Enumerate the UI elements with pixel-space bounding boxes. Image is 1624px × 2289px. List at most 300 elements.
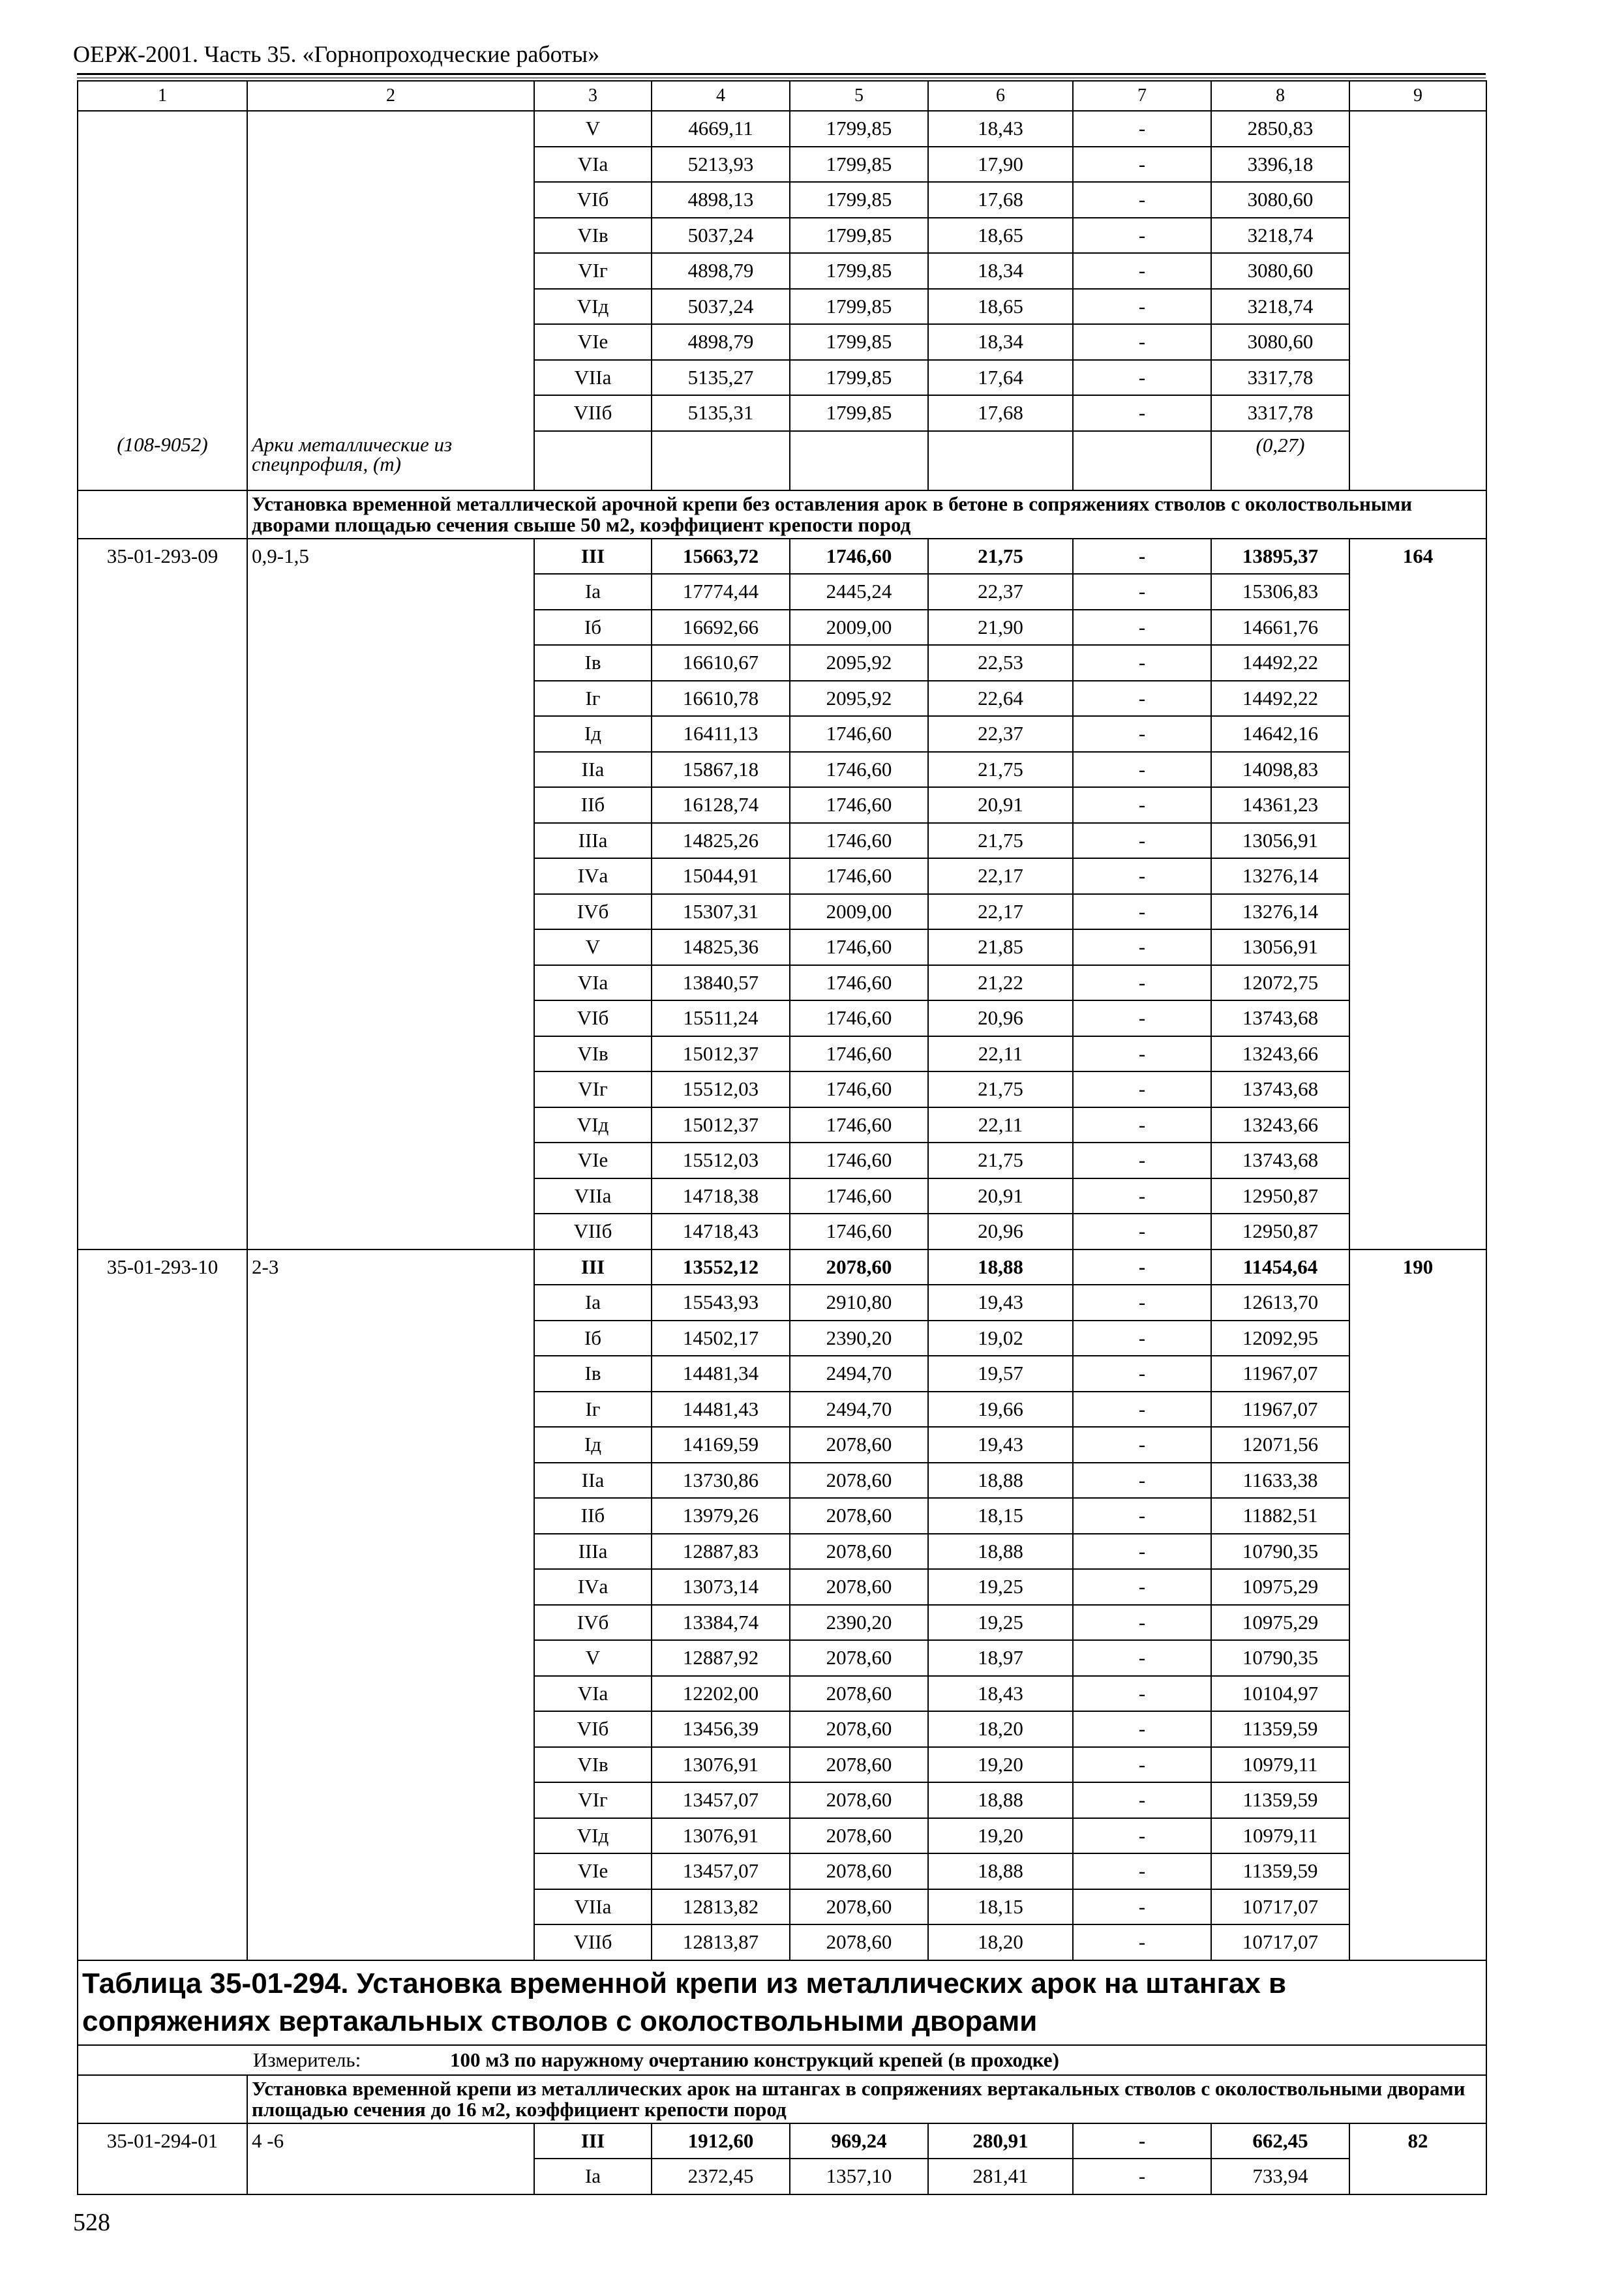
hardness-range: 2-3 <box>247 1249 534 1285</box>
materials-cell: 13743,68 <box>1211 1000 1349 1036</box>
column-number: 5 <box>790 81 928 111</box>
incl-driver-wages-cell: - <box>1073 752 1211 788</box>
code-cell <box>78 147 247 183</box>
code-cell <box>78 1178 247 1214</box>
range-cell <box>247 289 534 325</box>
materials-cell: 3080,60 <box>1211 253 1349 289</box>
materials-cell: 10104,97 <box>1211 1676 1349 1712</box>
machine-cost-cell: 20,96 <box>928 1000 1073 1036</box>
wages-cell: 1799,85 <box>790 147 928 183</box>
machine-cost-cell: 18,88 <box>928 1782 1073 1818</box>
col9-value: 164 <box>1349 539 1486 575</box>
col9-cell <box>1349 1605 1486 1641</box>
empty-cell <box>652 431 790 490</box>
total-cost-cell: 15543,93 <box>652 1285 790 1321</box>
code-cell <box>78 681 247 717</box>
col9-cell <box>1349 858 1486 894</box>
col9-cell <box>1349 1534 1486 1570</box>
materials-cell: 13743,68 <box>1211 1143 1349 1178</box>
materials-cell: 15306,83 <box>1211 574 1349 610</box>
col9-cell <box>1349 894 1486 930</box>
machine-cost-cell: 19,43 <box>928 1427 1073 1463</box>
col9-value: 82 <box>1349 2123 1486 2159</box>
machine-cost-cell: 20,91 <box>928 787 1073 823</box>
wages-cell: 1746,60 <box>790 752 928 788</box>
code-cell <box>78 1000 247 1036</box>
table-row <box>78 1498 1486 1534</box>
code-cell <box>78 253 247 289</box>
total-cost-cell: 16610,67 <box>652 645 790 681</box>
section-description-row <box>78 2075 1486 2123</box>
table-row <box>78 858 1486 894</box>
rock-category-cell: IVб <box>534 894 652 930</box>
machine-cost-cell: 18,88 <box>928 1463 1073 1499</box>
materials-cell: 11454,64 <box>1211 1249 1349 1285</box>
hardness-range: 0,9-1,5 <box>247 539 534 575</box>
table-row <box>78 1711 1486 1747</box>
page-header: ОЕРЖ-2001. Часть 35. «Горнопроходческие работы» <box>73 41 600 67</box>
total-cost-cell: 13979,26 <box>652 1498 790 1534</box>
range-cell <box>247 1889 534 1925</box>
code-cell <box>78 218 247 254</box>
rock-category-cell: IIIа <box>534 823 652 859</box>
incl-driver-wages-cell: - <box>1073 111 1211 147</box>
rock-category-cell: Iб <box>534 610 652 646</box>
incl-driver-wages-cell: - <box>1073 1640 1211 1676</box>
machine-cost-cell: 21,85 <box>928 929 1073 965</box>
wages-cell: 2390,20 <box>790 1321 928 1356</box>
rock-category-cell: V <box>534 929 652 965</box>
total-cost-cell: 12813,82 <box>652 1889 790 1925</box>
rock-category-cell: VIIб <box>534 1214 652 1249</box>
wages-cell: 2078,60 <box>790 1427 928 1463</box>
total-cost-cell: 17774,44 <box>652 574 790 610</box>
wages-cell: 1746,60 <box>790 823 928 859</box>
range-cell <box>247 147 534 183</box>
range-cell <box>247 681 534 717</box>
total-cost-cell: 13384,74 <box>652 1605 790 1641</box>
rock-category-cell: VIIа <box>534 360 652 396</box>
machine-cost-cell: 17,68 <box>928 395 1073 431</box>
col9-cell <box>1349 1321 1486 1356</box>
range-cell <box>247 1463 534 1499</box>
incl-driver-wages-cell: - <box>1073 1534 1211 1570</box>
range-cell <box>247 1071 534 1107</box>
range-cell <box>247 324 534 360</box>
code-cell <box>78 1818 247 1854</box>
col9-cell <box>1349 1214 1486 1249</box>
table-row <box>78 182 1486 218</box>
total-cost-cell: 16692,66 <box>652 610 790 646</box>
material-row <box>78 431 1486 490</box>
materials-cell: 12950,87 <box>1211 1214 1349 1249</box>
total-cost-cell: 5213,93 <box>652 147 790 183</box>
code-cell <box>78 645 247 681</box>
table-row <box>78 645 1486 681</box>
range-cell <box>247 1605 534 1641</box>
code-cell <box>78 1747 247 1783</box>
empty-cell <box>928 431 1073 490</box>
machine-cost-cell: 19,02 <box>928 1321 1073 1356</box>
section-description-row <box>78 490 1486 539</box>
col9-cell <box>1349 289 1486 325</box>
materials-cell: 11359,59 <box>1211 1782 1349 1818</box>
machine-cost-cell: 19,43 <box>928 1285 1073 1321</box>
item-code: 35-01-293-09 <box>78 539 247 575</box>
range-cell <box>247 253 534 289</box>
col9-cell <box>1349 1071 1486 1107</box>
wages-cell: 2078,60 <box>790 1711 928 1747</box>
machine-cost-cell: 21,90 <box>928 610 1073 646</box>
total-cost-cell: 16610,78 <box>652 681 790 717</box>
total-cost-cell: 5135,27 <box>652 360 790 396</box>
wages-cell: 2078,60 <box>790 1676 928 1712</box>
materials-cell: 14642,16 <box>1211 716 1349 752</box>
table-row <box>78 1640 1486 1676</box>
code-cell <box>78 1107 247 1143</box>
table-row <box>78 610 1486 646</box>
rock-category-cell: VIIб <box>534 395 652 431</box>
range-cell <box>247 965 534 1001</box>
rock-category-cell: IIа <box>534 752 652 788</box>
total-cost-cell: 14481,43 <box>652 1392 790 1428</box>
empty-cell <box>1073 431 1211 490</box>
machine-cost-cell: 18,65 <box>928 218 1073 254</box>
machine-cost-cell: 18,97 <box>928 1640 1073 1676</box>
materials-cell: 10979,11 <box>1211 1818 1349 1854</box>
materials-cell: 10790,35 <box>1211 1534 1349 1570</box>
code-cell <box>78 574 247 610</box>
col9-cell <box>1349 1000 1486 1036</box>
materials-cell: 3317,78 <box>1211 395 1349 431</box>
code-cell <box>78 1640 247 1676</box>
code-cell <box>78 289 247 325</box>
col9-cell <box>1349 1924 1486 1960</box>
col9-cell <box>1349 1285 1486 1321</box>
wages-cell: 2009,00 <box>790 610 928 646</box>
range-cell <box>247 1356 534 1392</box>
wages-cell: 1799,85 <box>790 253 928 289</box>
materials-cell: 14492,22 <box>1211 645 1349 681</box>
code-cell <box>78 1711 247 1747</box>
col9-cell <box>1349 1782 1486 1818</box>
rock-category-cell: VIв <box>534 1036 652 1072</box>
machine-cost-cell: 19,25 <box>928 1569 1073 1605</box>
code-cell <box>78 1214 247 1249</box>
column-number: 4 <box>652 81 790 111</box>
materials-cell: 10717,07 <box>1211 1924 1349 1960</box>
table-row <box>78 1249 1486 1285</box>
empty-cell <box>78 490 247 539</box>
total-cost-cell: 13076,91 <box>652 1747 790 1783</box>
incl-driver-wages-cell: - <box>1073 1143 1211 1178</box>
total-cost-cell: 15663,72 <box>652 539 790 575</box>
rock-category-cell: III <box>534 1249 652 1285</box>
table-row <box>78 1036 1486 1072</box>
code-cell <box>78 1392 247 1428</box>
col9-cell <box>1349 645 1486 681</box>
wages-cell: 2078,60 <box>790 1569 928 1605</box>
col9-cell <box>1349 965 1486 1001</box>
incl-driver-wages-cell: - <box>1073 787 1211 823</box>
code-cell <box>78 1321 247 1356</box>
rock-category-cell: V <box>534 1640 652 1676</box>
materials-cell: 14361,23 <box>1211 787 1349 823</box>
wages-cell: 1746,60 <box>790 1000 928 1036</box>
code-cell <box>78 111 247 147</box>
col9-cell <box>1349 1498 1486 1534</box>
materials-cell: 13056,91 <box>1211 823 1349 859</box>
rock-category-cell: VIIб <box>534 1924 652 1960</box>
range-cell <box>247 1143 534 1178</box>
code-cell <box>78 182 247 218</box>
incl-driver-wages-cell: - <box>1073 1000 1211 1036</box>
col9-cell <box>1349 1676 1486 1712</box>
range-cell <box>247 1498 534 1534</box>
rock-category-cell: VIд <box>534 1107 652 1143</box>
wages-cell: 1746,60 <box>790 1178 928 1214</box>
machine-cost-cell: 21,75 <box>928 539 1073 575</box>
materials-cell: 12072,75 <box>1211 965 1349 1001</box>
col9-cell <box>1349 431 1486 490</box>
machine-cost-cell: 18,34 <box>928 253 1073 289</box>
wages-cell: 1746,60 <box>790 1071 928 1107</box>
wages-cell: 1799,85 <box>790 360 928 396</box>
incl-driver-wages-cell: - <box>1073 1782 1211 1818</box>
incl-driver-wages-cell: - <box>1073 1924 1211 1960</box>
col9-value: 190 <box>1349 1249 1486 1285</box>
range-cell <box>247 1569 534 1605</box>
wages-cell: 1746,60 <box>790 858 928 894</box>
machine-cost-cell: 18,88 <box>928 1249 1073 1285</box>
measure-value: 100 м3 по наружному очертанию конструкций крепей (в проходке) <box>450 2048 1059 2071</box>
wages-cell: 1746,60 <box>790 716 928 752</box>
table-row <box>78 894 1486 930</box>
col9-cell <box>1349 1463 1486 1499</box>
table-title: Таблица 35-01-294. Установка временной крепи из металлических арок на штангах в сопряжениях вертакальных стволов с околоствольными дворами <box>78 1960 1486 2045</box>
materials-cell: 11359,59 <box>1211 1711 1349 1747</box>
total-cost-cell: 14169,59 <box>652 1427 790 1463</box>
range-cell <box>247 823 534 859</box>
code-cell <box>78 1534 247 1570</box>
materials-cell: 10790,35 <box>1211 1640 1349 1676</box>
col9-cell <box>1349 823 1486 859</box>
materials-cell: 3080,60 <box>1211 182 1349 218</box>
table-row <box>78 1427 1486 1463</box>
materials-cell: 13243,66 <box>1211 1036 1349 1072</box>
table-row <box>78 929 1486 965</box>
incl-driver-wages-cell: - <box>1073 645 1211 681</box>
rock-category-cell: Iб <box>534 1321 652 1356</box>
wages-cell: 2078,60 <box>790 1853 928 1889</box>
table-title-row <box>78 1960 1486 2045</box>
rock-category-cell: IVб <box>534 1605 652 1641</box>
range-cell <box>247 218 534 254</box>
wages-cell: 2078,60 <box>790 1463 928 1499</box>
total-cost-cell: 13457,07 <box>652 1782 790 1818</box>
col9-cell <box>1349 787 1486 823</box>
total-cost-cell: 14825,26 <box>652 823 790 859</box>
rock-category-cell: III <box>534 539 652 575</box>
rock-category-cell: IIIа <box>534 1534 652 1570</box>
table-row <box>78 253 1486 289</box>
code-cell <box>78 1569 247 1605</box>
range-cell <box>247 1747 534 1783</box>
table-row <box>78 787 1486 823</box>
code-cell <box>78 858 247 894</box>
materials-cell: 10975,29 <box>1211 1605 1349 1641</box>
incl-driver-wages-cell: - <box>1073 218 1211 254</box>
machine-cost-cell: 22,53 <box>928 645 1073 681</box>
wages-cell: 1746,60 <box>790 1036 928 1072</box>
col9-cell <box>1349 1818 1486 1854</box>
code-cell <box>78 1853 247 1889</box>
col9-cell <box>1349 1036 1486 1072</box>
incl-driver-wages-cell: - <box>1073 1321 1211 1356</box>
wages-cell: 1799,85 <box>790 289 928 325</box>
materials-cell: 11967,07 <box>1211 1392 1349 1428</box>
table-row <box>78 1463 1486 1499</box>
col9-cell <box>1349 929 1486 965</box>
column-number: 8 <box>1211 81 1349 111</box>
rock-category-cell: VIе <box>534 1143 652 1178</box>
rock-category-cell: VIа <box>534 965 652 1001</box>
rock-category-cell: VIа <box>534 1676 652 1712</box>
rock-category-cell: Iг <box>534 681 652 717</box>
materials-cell: 13743,68 <box>1211 1071 1349 1107</box>
incl-driver-wages-cell: - <box>1073 1071 1211 1107</box>
total-cost-cell: 13552,12 <box>652 1249 790 1285</box>
code-cell <box>78 965 247 1001</box>
rock-category-cell: IVа <box>534 858 652 894</box>
total-cost-cell: 13073,14 <box>652 1569 790 1605</box>
machine-cost-cell: 19,20 <box>928 1747 1073 1783</box>
rock-category-cell: VIд <box>534 1818 652 1854</box>
table-row <box>78 289 1486 325</box>
incl-driver-wages-cell: - <box>1073 1249 1211 1285</box>
incl-driver-wages-cell: - <box>1073 1569 1211 1605</box>
table-row <box>78 1889 1486 1925</box>
table-row <box>78 752 1486 788</box>
table-row <box>78 716 1486 752</box>
col9-cell <box>1349 574 1486 610</box>
range-cell <box>247 1818 534 1854</box>
range-cell <box>247 1036 534 1072</box>
empty-cell <box>534 431 652 490</box>
machine-cost-cell: 18,15 <box>928 1889 1073 1925</box>
column-number: 9 <box>1349 81 1486 111</box>
materials-cell: 733,94 <box>1211 2159 1349 2194</box>
material-code: (108-9052) <box>78 431 247 490</box>
rock-category-cell: Iа <box>534 2159 652 2194</box>
rock-category-cell: VIа <box>534 147 652 183</box>
wages-cell: 2095,92 <box>790 681 928 717</box>
wages-cell: 1799,85 <box>790 111 928 147</box>
materials-cell: 11633,38 <box>1211 1463 1349 1499</box>
machine-cost-cell: 21,75 <box>928 1071 1073 1107</box>
range-cell <box>247 1853 534 1889</box>
total-cost-cell: 12887,83 <box>652 1534 790 1570</box>
rock-category-cell: Iа <box>534 1285 652 1321</box>
code-cell <box>78 1676 247 1712</box>
machine-cost-cell: 21,75 <box>928 752 1073 788</box>
table-row <box>78 1392 1486 1428</box>
rock-category-cell: VIб <box>534 1711 652 1747</box>
rock-category-cell: IVа <box>534 1569 652 1605</box>
wages-cell: 2494,70 <box>790 1356 928 1392</box>
col9-cell <box>1349 752 1486 788</box>
total-cost-cell: 15044,91 <box>652 858 790 894</box>
machine-cost-cell: 19,66 <box>928 1392 1073 1428</box>
total-cost-cell: 15512,03 <box>652 1071 790 1107</box>
table-row <box>78 823 1486 859</box>
section-description: Установка временной металлической арочной крепи без оставления арок в бетоне в сопряжениях стволов с околоствольными дворами площадью сечения свыше 50 м2, коэффициент крепости пород <box>247 490 1486 539</box>
materials-cell: 12071,56 <box>1211 1427 1349 1463</box>
range-cell <box>247 1711 534 1747</box>
machine-cost-cell: 17,90 <box>928 147 1073 183</box>
material-name: Арки металлические из спецпрофиля, (т) <box>247 431 534 490</box>
machine-cost-cell: 18,88 <box>928 1853 1073 1889</box>
range-cell <box>247 1392 534 1428</box>
incl-driver-wages-cell: - <box>1073 1356 1211 1392</box>
range-cell <box>247 787 534 823</box>
table-row <box>78 324 1486 360</box>
wages-cell: 2078,60 <box>790 1889 928 1925</box>
wages-cell: 1746,60 <box>790 1214 928 1249</box>
wages-cell: 1746,60 <box>790 787 928 823</box>
table-row <box>78 218 1486 254</box>
range-cell <box>247 1214 534 1249</box>
table-row <box>78 1569 1486 1605</box>
col9-cell <box>1349 1889 1486 1925</box>
total-cost-cell: 15512,03 <box>652 1143 790 1178</box>
machine-cost-cell: 18,15 <box>928 1498 1073 1534</box>
rock-category-cell: IIб <box>534 787 652 823</box>
machine-cost-cell: 21,75 <box>928 823 1073 859</box>
total-cost-cell: 14825,36 <box>652 929 790 965</box>
incl-driver-wages-cell: - <box>1073 574 1211 610</box>
incl-driver-wages-cell: - <box>1073 1178 1211 1214</box>
table-row <box>78 360 1486 396</box>
wages-cell: 1799,85 <box>790 395 928 431</box>
rock-category-cell: VIг <box>534 1071 652 1107</box>
table-row <box>78 1071 1486 1107</box>
wages-cell: 1799,85 <box>790 182 928 218</box>
rock-category-cell: Iв <box>534 645 652 681</box>
incl-driver-wages-cell: - <box>1073 1498 1211 1534</box>
materials-cell: 12950,87 <box>1211 1178 1349 1214</box>
incl-driver-wages-cell: - <box>1073 2159 1211 2194</box>
incl-driver-wages-cell: - <box>1073 395 1211 431</box>
total-cost-cell: 13457,07 <box>652 1853 790 1889</box>
col9-cell <box>1349 1569 1486 1605</box>
code-cell <box>78 1498 247 1534</box>
measure-cell <box>78 2045 1486 2075</box>
range-cell <box>247 1321 534 1356</box>
total-cost-cell: 4669,11 <box>652 111 790 147</box>
total-cost-cell: 14718,38 <box>652 1178 790 1214</box>
materials-cell: 10979,11 <box>1211 1747 1349 1783</box>
materials-cell: 10717,07 <box>1211 1889 1349 1925</box>
wages-cell: 2078,60 <box>790 1782 928 1818</box>
rock-category-cell: VIг <box>534 253 652 289</box>
col9-cell <box>1349 111 1486 147</box>
incl-driver-wages-cell: - <box>1073 610 1211 646</box>
materials-cell: 3396,18 <box>1211 147 1349 183</box>
table-row <box>78 2123 1486 2159</box>
col9-cell <box>1349 182 1486 218</box>
machine-cost-cell: 18,20 <box>928 1711 1073 1747</box>
